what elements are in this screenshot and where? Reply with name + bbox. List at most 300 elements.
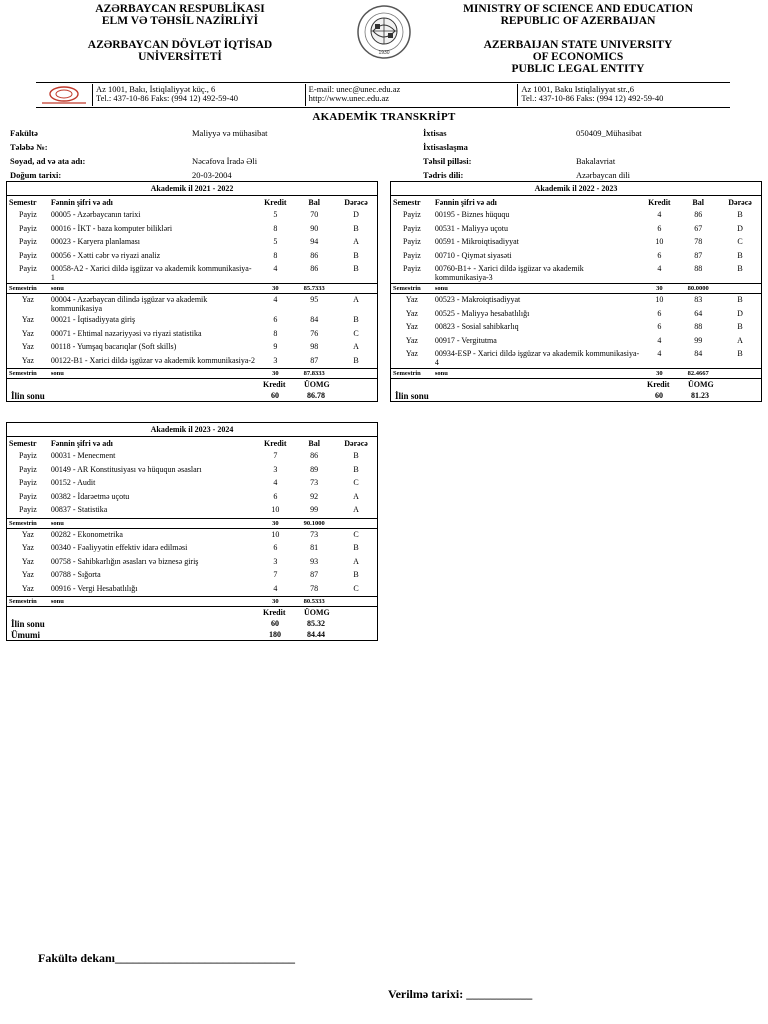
semester-end-label-a: Semestrin — [7, 284, 49, 294]
semester-end-label-a: Semestrin — [7, 369, 49, 379]
table-row — [391, 209, 761, 223]
year-end-row — [391, 390, 761, 401]
university-seal-icon — [355, 4, 413, 60]
column-header-score: Bal — [692, 198, 704, 207]
cell-grade: B — [737, 250, 743, 260]
table-row — [7, 542, 377, 556]
contact-box — [92, 84, 730, 106]
academic-year-title: Akademik il 2023 - 2024 — [7, 423, 377, 437]
table-header-row — [391, 196, 761, 209]
header-right-line-2: REPUBLIC OF AZERBAIJAN — [500, 15, 656, 27]
cell-credit: 4 — [273, 264, 278, 273]
cell-course: 00382 - İdarəetmə uçotu — [50, 491, 130, 501]
cell-score: 84 — [694, 349, 703, 358]
seal-year: 1930 — [378, 50, 390, 56]
semester-summary-row — [7, 284, 377, 294]
cell-course: 00016 - İKT - baza komputer bilikləri — [50, 223, 173, 233]
header-left-line-4: UNİVERSİTETİ — [138, 51, 222, 63]
cell-credit: 8 — [273, 328, 278, 338]
cell-course: 00760-B1+ - Xarici dildə işgüzar və akademik kommunikasiya-3 — [434, 264, 584, 282]
year-end-label: İlin sonu — [11, 619, 45, 629]
semester-gpa: 87.8333 — [293, 369, 335, 379]
column-header-score: Bal — [308, 198, 320, 207]
column-header-semester: Semestr — [9, 198, 37, 207]
cell-grade: B — [353, 315, 359, 324]
cell-score: 99 — [310, 505, 319, 514]
cell-credit: 8 — [273, 250, 278, 260]
semester-gpa: 82.4667 — [677, 369, 719, 379]
table-row — [7, 355, 377, 369]
cell-score: 73 — [310, 478, 319, 487]
contact-web — [305, 84, 518, 106]
cell-semester: Payiz — [19, 491, 37, 501]
transcript-panel — [6, 422, 378, 641]
semester-end-label-b: sonu — [49, 597, 257, 607]
table-row — [7, 583, 377, 597]
overall-total-credit: 180 — [269, 630, 281, 639]
cell-semester: Payiz — [19, 210, 37, 219]
cell-credit: 6 — [273, 315, 278, 324]
cell-course: 00591 - Mikroiqtisadiyyat — [434, 237, 519, 246]
cell-grade: B — [353, 223, 359, 233]
specialization-label: İxtisaslaşma — [423, 142, 468, 152]
education-level-value: Bakalavriat — [576, 156, 616, 166]
cell-grade: B — [353, 355, 359, 365]
education-level-label: Təhsil pilləsi: — [423, 156, 472, 166]
header-right-line-4: OF ECONOMICS — [532, 51, 624, 63]
cell-semester: Yaz — [21, 570, 34, 579]
column-header-credit: Kredit — [264, 439, 287, 448]
academic-year-panel-2023-2024 — [6, 422, 378, 641]
cell-course: 00916 - Vergi Hesabatlılığı — [50, 583, 138, 593]
cell-course: 00004 - Azərbaycan dilində işgüzar və akademik kommunikasiya — [50, 295, 208, 313]
cell-semester: Yaz — [21, 583, 34, 593]
teaching-language-value: Azərbaycan dili — [576, 170, 631, 180]
column-header-course: Fənnin şifri və adı — [434, 198, 497, 207]
cell-credit: 7 — [273, 451, 278, 460]
header-rule-top — [36, 82, 730, 83]
year-summary-gpa-header: ÜOMG — [688, 380, 714, 389]
transcript-table — [7, 196, 377, 379]
cell-score: 86 — [694, 210, 703, 219]
semester-credit-total: 30 — [257, 597, 293, 607]
cell-score: 95 — [310, 295, 319, 304]
cell-grade: B — [737, 349, 743, 358]
cell-score: 87 — [694, 250, 703, 260]
cell-credit: 10 — [271, 529, 280, 539]
column-header-grade: Dərəcə — [344, 198, 368, 207]
cell-semester: Yaz — [405, 349, 418, 358]
cell-score: 86 — [310, 250, 319, 260]
cell-credit: 4 — [657, 264, 662, 273]
cell-credit: 5 — [273, 237, 278, 246]
column-header-semester: Semestr — [9, 439, 37, 448]
teaching-language-label: Tədris dili: — [423, 170, 464, 180]
cell-score: 78 — [694, 237, 703, 246]
cell-grade: B — [737, 322, 743, 331]
table-row — [7, 209, 377, 223]
cell-score: 86 — [310, 264, 319, 273]
semester-end-label-a: Semestrin — [391, 369, 433, 379]
header-right-line-3: AZERBAIJAN STATE UNIVERSITY — [483, 39, 673, 51]
year-end-credit: 60 — [655, 391, 663, 400]
semester-summary-row — [391, 284, 761, 294]
table-row — [391, 348, 761, 369]
cell-grade: B — [353, 464, 359, 474]
table-row — [7, 314, 377, 328]
semester-end-label-b: sonu — [49, 369, 258, 379]
cell-course: 00071 - Ehtimal nəzəriyyəsi və riyazi statistika — [50, 328, 202, 338]
cell-credit: 4 — [657, 210, 662, 219]
year-end-credit: 60 — [271, 619, 279, 628]
cell-credit: 9 — [273, 342, 278, 351]
year-end-gpa: 81.23 — [691, 391, 709, 400]
cell-semester: Yaz — [21, 328, 34, 338]
table-row — [391, 294, 761, 308]
cell-grade: B — [353, 264, 359, 273]
cell-grade: A — [353, 505, 359, 514]
transcript-panel — [390, 181, 762, 402]
header-left — [60, 3, 300, 63]
year-end-gpa: 86.78 — [307, 391, 325, 400]
cell-semester: Payiz — [19, 505, 37, 514]
cell-credit: 6 — [657, 322, 662, 331]
academic-year-title: Akademik il 2022 - 2023 — [391, 182, 761, 196]
cell-course: 00058-A2 - Xarici dildə işgüzar və akademik kommunikasiya-1 — [50, 264, 252, 282]
semester-credit-total: 30 — [257, 284, 293, 294]
table-row — [7, 504, 377, 518]
year-end-label: İlin sonu — [395, 391, 429, 401]
year-summary-credit-header: Kredit — [263, 380, 286, 389]
table-row — [7, 236, 377, 250]
cell-score: 87 — [310, 355, 319, 365]
column-header-grade: Dərəcə — [344, 439, 368, 448]
transcript-panel — [6, 181, 378, 402]
table-row — [7, 477, 377, 491]
cell-course: 00758 - Sahibkarlığın əsasları və biznesə giriş — [50, 556, 199, 566]
student-name-value: Nəcəfova İradə Əli — [192, 156, 258, 166]
cell-score: 88 — [694, 322, 703, 331]
cell-score: 98 — [310, 342, 319, 351]
cell-score: 90 — [310, 223, 319, 233]
year-summary-header — [7, 607, 377, 618]
table-row — [7, 491, 377, 505]
semester-summary-row — [391, 369, 761, 379]
cell-score: 73 — [310, 529, 319, 539]
semester-summary-blank — [335, 369, 377, 379]
overall-total-row — [7, 629, 377, 640]
cell-score: 78 — [310, 583, 319, 593]
cell-course: 00122-B1 - Xarici dildə işgüzar və akademik kommunikasiya-2 — [50, 355, 256, 365]
cell-score: 99 — [694, 335, 703, 345]
table-row — [391, 250, 761, 264]
cell-course: 00056 - Xətti cəbr və riyazi analiz — [50, 250, 161, 260]
cell-credit: 6 — [657, 308, 662, 318]
table-row — [391, 335, 761, 349]
cell-credit: 3 — [273, 355, 278, 365]
column-header-grade: Dərəcə — [728, 198, 752, 207]
faculty-value: Maliyyə və mühasibat — [192, 128, 268, 138]
table-header-row — [7, 437, 377, 450]
cell-semester: Yaz — [21, 315, 34, 324]
cell-course: 00340 - Fəaliyyətin effektiv idarə edilməsi — [50, 543, 188, 552]
table-row — [7, 450, 377, 464]
cell-semester: Payiz — [403, 237, 421, 246]
cell-semester: Yaz — [21, 295, 34, 304]
unec-logo-icon — [38, 83, 90, 107]
cell-credit: 6 — [657, 250, 662, 260]
cell-semester: Yaz — [21, 529, 34, 539]
birth-date-value: 20-03-2004 — [192, 170, 232, 180]
header-left-line-2: ELM VƏ TƏHSİL NAZİRLİYİ — [101, 15, 259, 27]
year-end-row — [7, 390, 377, 401]
cell-grade: A — [737, 335, 743, 345]
year-summary-gpa-header: ÜOMG — [304, 608, 330, 617]
table-row — [7, 263, 377, 284]
header-right-line-5: PUBLIC LEGAL ENTITY — [511, 63, 645, 75]
dean-signature-line: Fakültə dekanı______________________________ — [38, 951, 296, 965]
cell-score: 81 — [310, 543, 319, 552]
cell-course: 00282 - Ekonometrika — [50, 529, 123, 539]
semester-gpa: 80.5333 — [293, 597, 335, 607]
cell-credit: 10 — [271, 505, 280, 514]
cell-credit: 4 — [657, 349, 662, 358]
cell-score: 83 — [694, 295, 703, 304]
cell-semester: Yaz — [405, 335, 418, 345]
year-end-credit: 60 — [271, 391, 279, 400]
cell-course: 00195 - Biznes hüququ — [434, 210, 510, 219]
cell-course: 00031 - Menecment — [50, 451, 116, 460]
cell-semester: Payiz — [19, 451, 37, 460]
faculty-label: Fakültə — [10, 128, 38, 138]
cell-score: 94 — [310, 237, 319, 246]
contact-address-az — [92, 84, 305, 106]
cell-grade: C — [353, 328, 359, 338]
student-name-label: Soyad, ad və ata adı: — [10, 156, 86, 166]
transcript-table — [391, 196, 761, 379]
cell-semester: Payiz — [19, 250, 37, 260]
semester-summary-row — [7, 369, 377, 379]
table-row — [7, 528, 377, 542]
academic-year-panel-2021-2022 — [6, 181, 378, 402]
cell-credit: 6 — [273, 491, 278, 501]
cell-grade: B — [353, 543, 359, 552]
table-row — [391, 236, 761, 250]
cell-semester: Yaz — [405, 322, 418, 331]
cell-semester: Yaz — [405, 308, 418, 318]
semester-end-label-b: sonu — [433, 369, 642, 379]
semester-gpa: 80.0000 — [677, 284, 719, 294]
cell-grade: A — [353, 342, 359, 351]
year-summary-header — [391, 379, 761, 390]
birth-date-label: Doğum tarixi: — [10, 170, 62, 180]
overall-total-gpa: 84.44 — [307, 630, 325, 639]
year-summary-gpa-header: ÜOMG — [304, 380, 330, 389]
semester-credit-total: 30 — [641, 284, 677, 294]
contact-address-en-line-2: Tel.: 437-10-86 Faks: (994 12) 492-59-40 — [521, 93, 664, 103]
column-header-course: Fənnin şifri və adı — [50, 198, 113, 207]
cell-credit: 3 — [273, 464, 278, 474]
semester-credit-total: 30 — [257, 518, 293, 528]
cell-credit: 4 — [273, 295, 278, 304]
column-header-credit: Kredit — [648, 198, 671, 207]
cell-semester: Payiz — [403, 223, 421, 233]
page-title: AKADEMİK TRANSKRİPT — [312, 111, 456, 123]
cell-grade: B — [737, 295, 743, 304]
cell-score: 87 — [310, 570, 319, 579]
column-header-semester: Semestr — [393, 198, 421, 207]
cell-credit: 5 — [273, 210, 278, 219]
table-row — [391, 223, 761, 237]
table-row — [391, 263, 761, 284]
column-header-course: Fənnin şifri və adı — [50, 439, 113, 448]
year-summary-header — [7, 379, 377, 390]
header-right-line-1: MINISTRY OF SCIENCE AND EDUCATION — [463, 3, 693, 15]
cell-credit: 4 — [273, 583, 278, 593]
cell-credit: 8 — [273, 223, 278, 233]
table-row — [7, 294, 377, 315]
cell-grade: C — [353, 529, 359, 539]
issue-date-line: Verilmə tarixi: ___________ — [388, 987, 533, 1001]
table-row — [7, 569, 377, 583]
table-row — [7, 328, 377, 342]
table-row — [7, 341, 377, 355]
semester-end-label-a: Semestrin — [7, 597, 49, 607]
cell-course: 00934-ESP - Xarici dildə işgüzar və akademik kommunikasiya-4 — [434, 349, 640, 367]
specialty-label: İxtisas — [423, 128, 447, 138]
semester-summary-blank — [719, 284, 761, 294]
cell-course: 00917 - Vergitutma — [434, 335, 497, 345]
year-summary-credit-header: Kredit — [647, 380, 670, 389]
cell-semester: Payiz — [403, 210, 421, 219]
semester-summary-blank — [335, 597, 377, 607]
cell-credit: 4 — [273, 478, 278, 487]
cell-score: 93 — [310, 556, 319, 566]
cell-semester: Payiz — [403, 250, 421, 260]
semester-summary-row — [7, 518, 377, 528]
cell-semester: Yaz — [405, 295, 418, 304]
column-header-credit: Kredit — [264, 198, 287, 207]
contact-address-en — [517, 84, 730, 106]
academic-year-title: Akademik il 2021 - 2022 — [7, 182, 377, 196]
academic-year-panel-2022-2023 — [390, 181, 762, 402]
cell-semester: Payiz — [19, 237, 37, 246]
year-summary-credit-header: Kredit — [263, 608, 286, 617]
table-row — [7, 556, 377, 570]
semester-end-label-b: sonu — [49, 284, 258, 294]
cell-credit: 7 — [273, 570, 278, 579]
cell-grade: C — [353, 583, 359, 593]
cell-semester: Yaz — [21, 355, 34, 365]
cell-credit: 6 — [273, 543, 278, 552]
cell-grade: B — [353, 451, 359, 460]
cell-score: 84 — [310, 315, 319, 324]
cell-credit: 3 — [273, 556, 278, 566]
cell-semester: Payiz — [19, 223, 37, 233]
cell-course: 00152 - Audit — [50, 478, 96, 487]
cell-semester: Payiz — [403, 264, 421, 273]
semester-gpa: 85.7333 — [293, 284, 335, 294]
cell-semester: Yaz — [21, 556, 34, 566]
column-header-score: Bal — [308, 439, 320, 448]
contact-address-az-line-2: Tel.: 437-10-86 Faks: (994 12) 492-59-40 — [96, 93, 238, 103]
contact-email[interactable]: E-mail: unec@unec.edu.az — [308, 84, 401, 94]
cell-grade: D — [353, 210, 359, 219]
contact-address-en-line-1: Az 1001, Baku Istiqlaliyyat str.,6 — [521, 84, 634, 94]
overall-total-label: Ümumi — [11, 630, 40, 640]
cell-score: 70 — [310, 210, 319, 219]
cell-credit: 10 — [655, 237, 664, 246]
cell-score: 89 — [310, 464, 319, 474]
cell-grade: A — [353, 295, 359, 304]
cell-grade: A — [353, 556, 359, 566]
cell-grade: B — [737, 264, 743, 273]
cell-semester: Payiz — [19, 478, 37, 487]
cell-score: 76 — [310, 328, 319, 338]
cell-credit: 4 — [657, 335, 662, 345]
cell-grade: C — [353, 478, 359, 487]
cell-course: 00823 - Sosial sahibkarlıq — [434, 322, 519, 331]
year-summary — [7, 379, 377, 401]
header-left-line-1: AZƏRBAYCAN RESPUBLİKASI — [95, 3, 265, 15]
cell-grade: B — [353, 250, 359, 260]
contact-website[interactable]: http://www.unec.edu.az — [308, 93, 390, 103]
contact-address-az-line-1: Az 1001, Bakı, İstiqlaliyyət küç., 6 — [96, 84, 216, 94]
cell-grade: A — [353, 491, 359, 501]
semester-end-label-a: Semestrin — [391, 284, 433, 294]
cell-score: 67 — [694, 223, 703, 233]
cell-course: 00525 - Maliyyə hesabatlılığı — [434, 308, 530, 318]
cell-grade: A — [353, 237, 359, 246]
cell-grade: B — [353, 570, 359, 579]
year-summary — [7, 607, 377, 640]
cell-course: 00021 - İqtisadiyyata giriş — [50, 315, 136, 324]
cell-score: 86 — [310, 451, 319, 460]
semester-end-label-b: sonu — [49, 518, 257, 528]
year-end-label: İlin sonu — [11, 391, 45, 401]
header-left-line-3: AZƏRBAYCAN DÖVLƏT İQTİSAD — [87, 39, 273, 51]
cell-course: 00531 - Maliyyə uçotu — [434, 223, 508, 233]
cell-semester: Yaz — [21, 342, 34, 351]
table-row — [391, 321, 761, 335]
student-id-label: Tələbə №: — [10, 142, 48, 152]
cell-grade: B — [737, 210, 743, 219]
year-end-row — [7, 618, 377, 629]
transcript-table — [7, 437, 377, 607]
cell-course: 00118 - Yumşaq bacarıqlar (Soft skills) — [50, 342, 177, 351]
cell-course: 00710 - Qiymət siyasəti — [434, 250, 512, 260]
table-header-row — [7, 196, 377, 209]
table-row — [7, 250, 377, 264]
semester-summary-row — [7, 597, 377, 607]
year-summary — [391, 379, 761, 401]
cell-course: 00149 - AR Konstitusiyası və hüququn əsasları — [50, 464, 202, 474]
year-end-gpa: 85.32 — [307, 619, 325, 628]
cell-course: 00523 - Makroiqtisadiyyat — [434, 295, 521, 304]
header-rule-bottom — [36, 107, 730, 108]
semester-end-label-b: sonu — [433, 284, 642, 294]
cell-credit: 6 — [657, 223, 662, 233]
cell-course: 00023 - Karyera planlaması — [50, 237, 140, 246]
cell-semester: Payiz — [19, 264, 37, 273]
cell-credit: 10 — [655, 295, 664, 304]
semester-end-label-a: Semestrin — [7, 518, 49, 528]
cell-grade: D — [737, 223, 743, 233]
specialty-value: 050409_Mühasibat — [576, 128, 642, 138]
cell-grade: C — [737, 237, 743, 246]
table-row — [7, 464, 377, 478]
semester-summary-blank — [335, 284, 377, 294]
